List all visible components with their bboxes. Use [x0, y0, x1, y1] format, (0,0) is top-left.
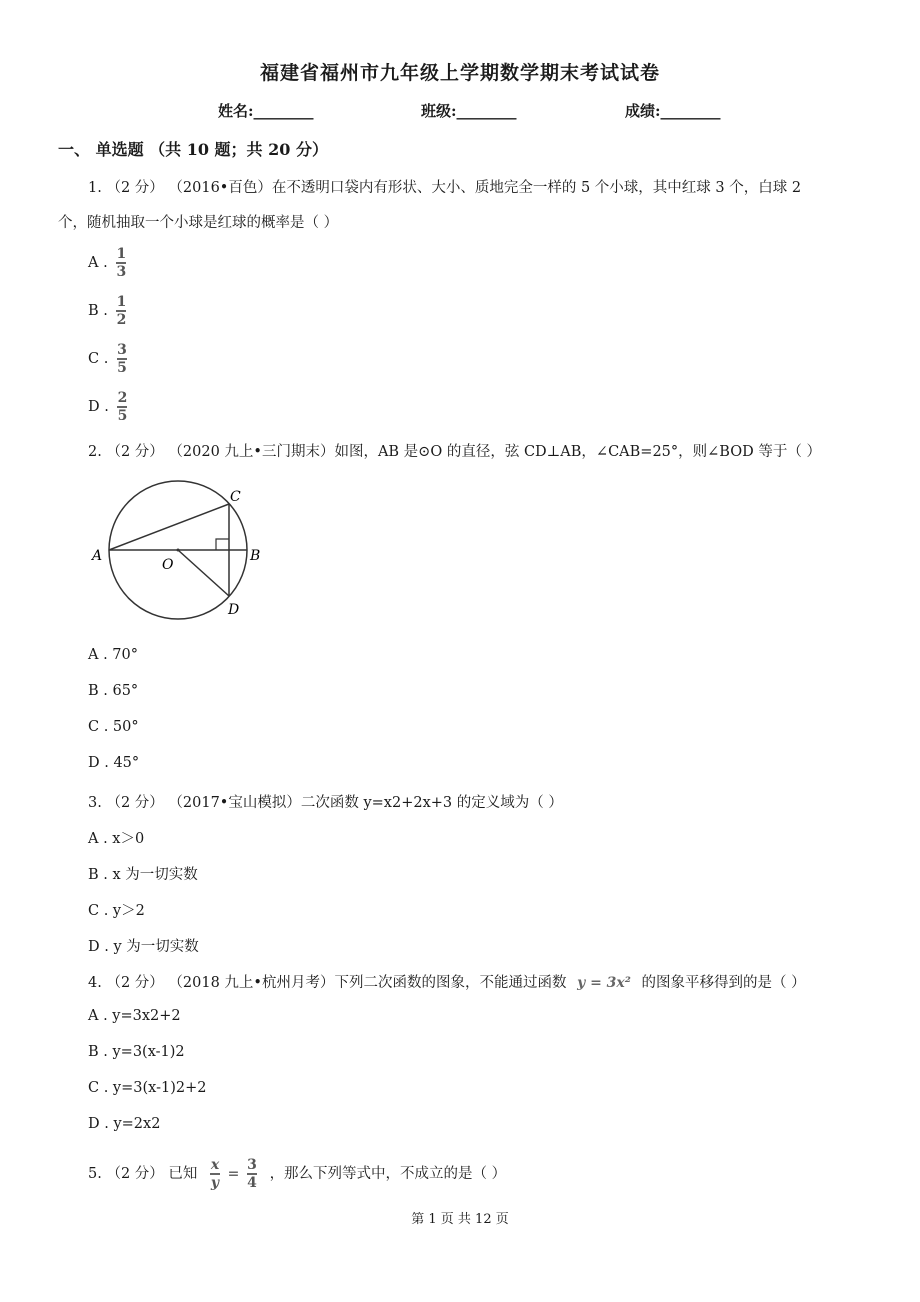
q1-option-d: D . $\frac{2}{5}$ — [88, 390, 128, 424]
question-5-line: 5. （2 分） 已知 $\frac{x}{y}$ = $\frac{3}{4}$ ，那么下列等式中，不成立的是（ ） — [88, 1157, 507, 1191]
q2-option-d: D . 45° — [88, 755, 140, 771]
section-heading: 一、 单选题 （共 10 题；共 20 分） — [58, 140, 328, 159]
q3-option-a: A . x＞0 — [88, 831, 145, 847]
formula-image: y = 3x² — [577, 975, 631, 991]
q4-option-a: A . y=3x2+2 — [88, 1008, 181, 1024]
segment-od — [178, 550, 229, 596]
page-footer: 第 1 页 共 12 页 — [411, 1212, 509, 1227]
class-field: 班级:________ — [421, 102, 517, 120]
question-2-line: 2. （2 分） （2020 九上•三门期末）如图，AB 是⊙O 的直径，弦 CD⊥AB，∠CAB=25°，则∠BOD 等于（ ） — [88, 444, 821, 460]
fraction-x-over-y: $\frac{x}{y}$ — [210, 1157, 220, 1191]
q2-option-a: A . 70° — [88, 647, 138, 663]
q4-option-b: B . y=3(x-1)2 — [88, 1044, 185, 1060]
score-field: 成绩:________ — [625, 102, 721, 120]
center-dot — [177, 549, 180, 552]
fraction: $\frac{3}{5}$ — [117, 342, 127, 376]
question-1-line-2: 个，随机抽取一个小球是红球的概率是（ ） — [58, 215, 339, 231]
question-3-line: 3. （2 分） （2017•宝山模拟）二次函数 y=x2+2x+3 的定义域为（ ） — [88, 795, 563, 811]
q3-option-d: D . y 为一切实数 — [88, 939, 199, 955]
q4-option-c: C . y=3(x-1)2+2 — [88, 1080, 207, 1096]
fraction: $\frac{1}{3}$ — [116, 246, 127, 280]
q2-option-b: B . 65° — [88, 683, 139, 699]
q1-option-b: B . $\frac{1}{2}$ — [88, 294, 127, 328]
q1-option-a: A . $\frac{1}{3}$ — [88, 246, 127, 280]
fraction: $\frac{1}{2}$ — [116, 294, 127, 328]
q3-option-b: B . x 为一切实数 — [88, 867, 198, 883]
label-a: A — [92, 548, 103, 564]
question-4-line: 4. （2 分） （2018 九上•杭州月考）下列二次函数的图象，不能通过函数 y = 3x² 的图象平移得到的是（ ） — [88, 975, 806, 991]
q3-option-c: C . y＞2 — [88, 903, 145, 919]
q4-option-d: D . y=2x2 — [88, 1116, 161, 1132]
q2-option-c: C . 50° — [88, 719, 139, 735]
label-b: B — [250, 548, 261, 564]
name-field: 姓名:________ — [218, 102, 314, 120]
label-o: O — [162, 557, 174, 573]
page-title: 福建省福州市九年级上学期数学期末考试试卷 — [259, 62, 660, 84]
fraction-3-over-4: $\frac{3}{4}$ — [247, 1157, 257, 1191]
fraction: $\frac{2}{5}$ — [117, 390, 128, 424]
label-d: D — [228, 602, 240, 618]
q1-option-c: C . $\frac{3}{5}$ — [88, 342, 127, 376]
right-angle-mark — [216, 539, 229, 550]
question-1-line-1: 1. （2 分） （2016•百色）在不透明口袋内有形状、大小、质地完全一样的 5 个小球，其中红球 3 个，白球 2 — [88, 180, 802, 196]
label-c: C — [230, 489, 241, 505]
circle-geometry-figure — [86, 476, 276, 624]
segment-ac — [109, 504, 229, 550]
